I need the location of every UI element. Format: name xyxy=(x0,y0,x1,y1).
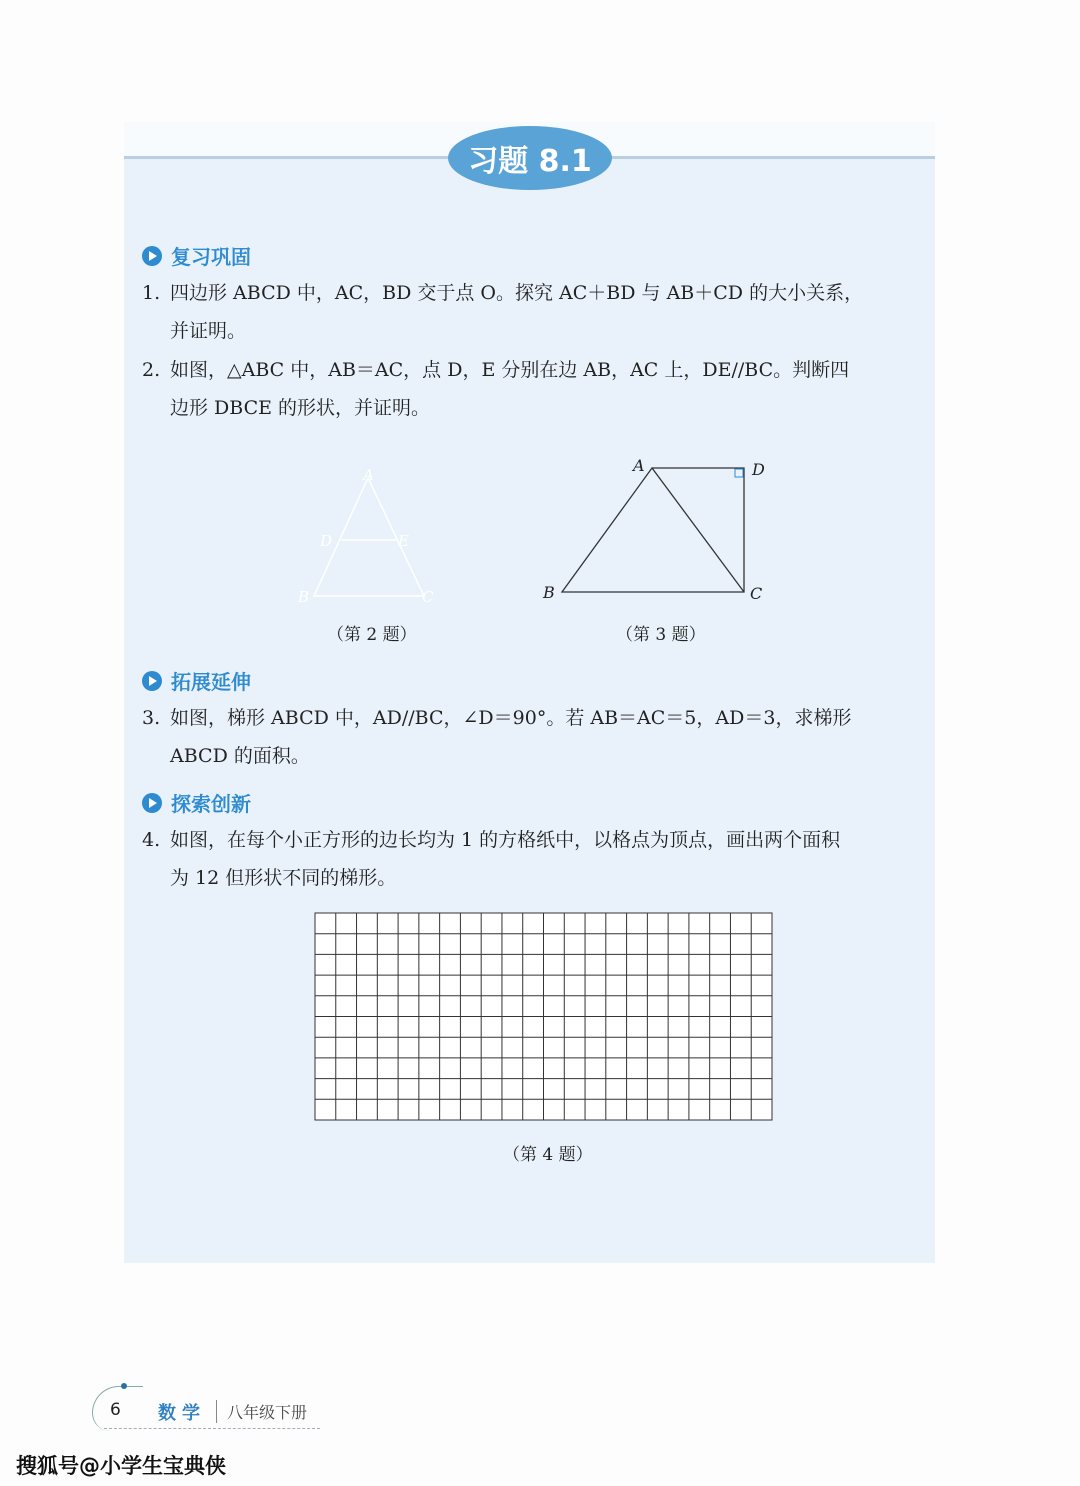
section-exploration xyxy=(142,788,251,817)
question-number: 3. xyxy=(142,707,161,729)
question-text: 如图，在每个小正方形的边长均为 1 的方格纸中，以格点为顶点，画出两个面积 xyxy=(170,829,841,851)
section-label: 复习巩固 xyxy=(171,245,251,269)
figure-4-caption: （第 4 题） xyxy=(503,1145,593,1165)
exercise-title: 习题 8.1 xyxy=(448,126,612,190)
page-number: 6 xyxy=(110,1400,121,1420)
play-icon xyxy=(142,793,162,813)
question-4 xyxy=(142,821,922,897)
footer-divider xyxy=(104,1428,320,1429)
label-E: E xyxy=(398,532,409,550)
label-C: C xyxy=(750,584,763,603)
question-text: 为 12 但形状不同的梯形。 xyxy=(170,867,397,889)
footer-grade: 八年级下册 xyxy=(216,1400,307,1423)
play-icon xyxy=(142,246,162,266)
label-A: A xyxy=(633,456,645,475)
question-3 xyxy=(142,699,922,775)
question-text: 四边形 ABCD 中，AC，BD 交于点 O。探究 AC＋BD 与 AB＋CD 的大小关系， xyxy=(170,282,864,304)
question-text: ABCD 的面积。 xyxy=(170,745,310,767)
question-number: 2. xyxy=(142,359,161,381)
play-icon xyxy=(142,671,162,691)
label-A: A xyxy=(363,466,374,484)
figure-3-trapezoid xyxy=(530,455,780,610)
section-label: 拓展延伸 xyxy=(171,670,251,694)
figure-3-caption: （第 3 题） xyxy=(616,625,706,645)
question-text: 如图，△ABC 中，AB＝AC，点 D，E 分别在边 AB，AC 上，DE//BC。判断四 xyxy=(170,359,850,381)
question-text: 边形 DBCE 的形状，并证明。 xyxy=(170,397,431,419)
question-number: 1. xyxy=(142,282,161,304)
figure-2-caption: （第 2 题） xyxy=(327,625,417,645)
question-2 xyxy=(142,351,922,427)
label-C: C xyxy=(422,588,434,606)
label-D: D xyxy=(320,532,333,550)
figure-2-triangle xyxy=(280,460,460,610)
label-D: D xyxy=(752,460,765,479)
question-text: 如图，梯形 ABCD 中，AD//BC，∠D＝90°。若 AB＝AC＝5，AD＝3，求梯形 xyxy=(170,707,852,729)
footer-subject: 数学 xyxy=(158,1403,206,1424)
watermark: 搜狐号@小学生宝典侠 xyxy=(16,1454,226,1478)
section-extension xyxy=(142,666,251,695)
label-B: B xyxy=(298,588,310,606)
footer-dot-decoration xyxy=(121,1383,127,1389)
question-text: 并证明。 xyxy=(170,320,247,342)
question-1 xyxy=(142,274,922,350)
figure-4-grid-paper xyxy=(314,912,773,1121)
label-B: B xyxy=(543,583,555,602)
section-label: 探索创新 xyxy=(171,792,251,816)
section-review xyxy=(142,241,251,270)
question-number: 4. xyxy=(142,829,161,851)
